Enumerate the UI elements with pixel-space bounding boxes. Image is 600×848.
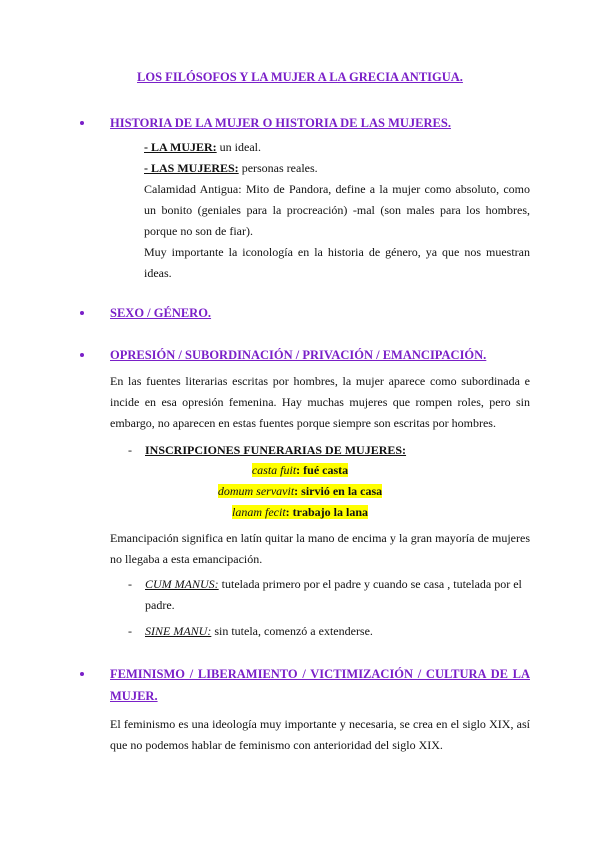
paragraph-fuentes: En las fuentes literarias escritas por hombres, la mujer aparece como subordinada e incide en esa opresión femenina. Hay muchas mujeres que rompen roles, pero sin embargo, no aparecen en estas fuentes porque siempre son escritas por hombres. bbox=[110, 374, 530, 430]
section-heading-feminismo: FEMINISMO / LIBERAMIENTO / VICTIMIZACIÓN / CULTURA DE LA MUJER. bbox=[88, 663, 530, 707]
paragraph-feminismo: El feminismo es una ideología muy importante y necesaria, se crea en el siglo XIX, así que no podemos hablar de feminismo con anterioridad del siglo XIX. bbox=[110, 717, 530, 752]
paragraph-pandora: Calamidad Antigua: Mito de Pandora, define a la mujer como absoluto, como un bonito (geniales para la procreación) -mal (son males para los hombres, porque no son de fiar). bbox=[144, 182, 530, 238]
bullet-icon bbox=[80, 311, 84, 315]
paragraph-emancipacion: Emancipación significa en latín quitar la mano de encima y la gran mayoría de mujeres no llegaba a esta emancipación. bbox=[110, 531, 530, 566]
document-title: LOS FILÓSOFOS Y LA MUJER A LA GRECIA ANTIGUA. bbox=[137, 70, 463, 84]
section-body-historia bbox=[144, 137, 530, 284]
bullet-icon bbox=[80, 121, 84, 125]
inscription-line: domum servavit: sirvió en la casa bbox=[217, 484, 383, 498]
inscriptions-heading: - INSCRIPCIONES FUNERARIAS DE MUJERES: bbox=[128, 443, 407, 457]
list-item-sine-manu: - SINE MANU: sin tutela, comenzó a extenderse. bbox=[128, 624, 373, 638]
section-heading-historia: HISTORIA DE LA MUJER O HISTORIA DE LAS MUJERES. bbox=[88, 112, 530, 134]
section-heading-opresion: OPRESIÓN / SUBORDINACIÓN / PRIVACIÓN / EMANCIPACIÓN. bbox=[88, 344, 530, 366]
list-item-cum-manus: - CUM MANUS: tutelada primero por el padre y cuando se casa , tutelada por el padre. bbox=[128, 577, 522, 612]
definition-la-mujer: - LA MUJER: un ideal. bbox=[144, 140, 261, 154]
definition-las-mujeres: - LAS MUJERES: personas reales. bbox=[144, 161, 318, 175]
inscription-line: casta fuit: fué casta bbox=[251, 463, 349, 477]
inscription-line: lanam fecit: trabajo la lana bbox=[232, 505, 368, 519]
paragraph-iconologia: Muy importante la iconología en la historia de género, ya que nos muestran ideas. bbox=[144, 245, 530, 280]
section-heading-sexo: SEXO / GÉNERO. bbox=[88, 302, 530, 324]
bullet-icon bbox=[80, 672, 84, 676]
bullet-icon bbox=[80, 353, 84, 357]
